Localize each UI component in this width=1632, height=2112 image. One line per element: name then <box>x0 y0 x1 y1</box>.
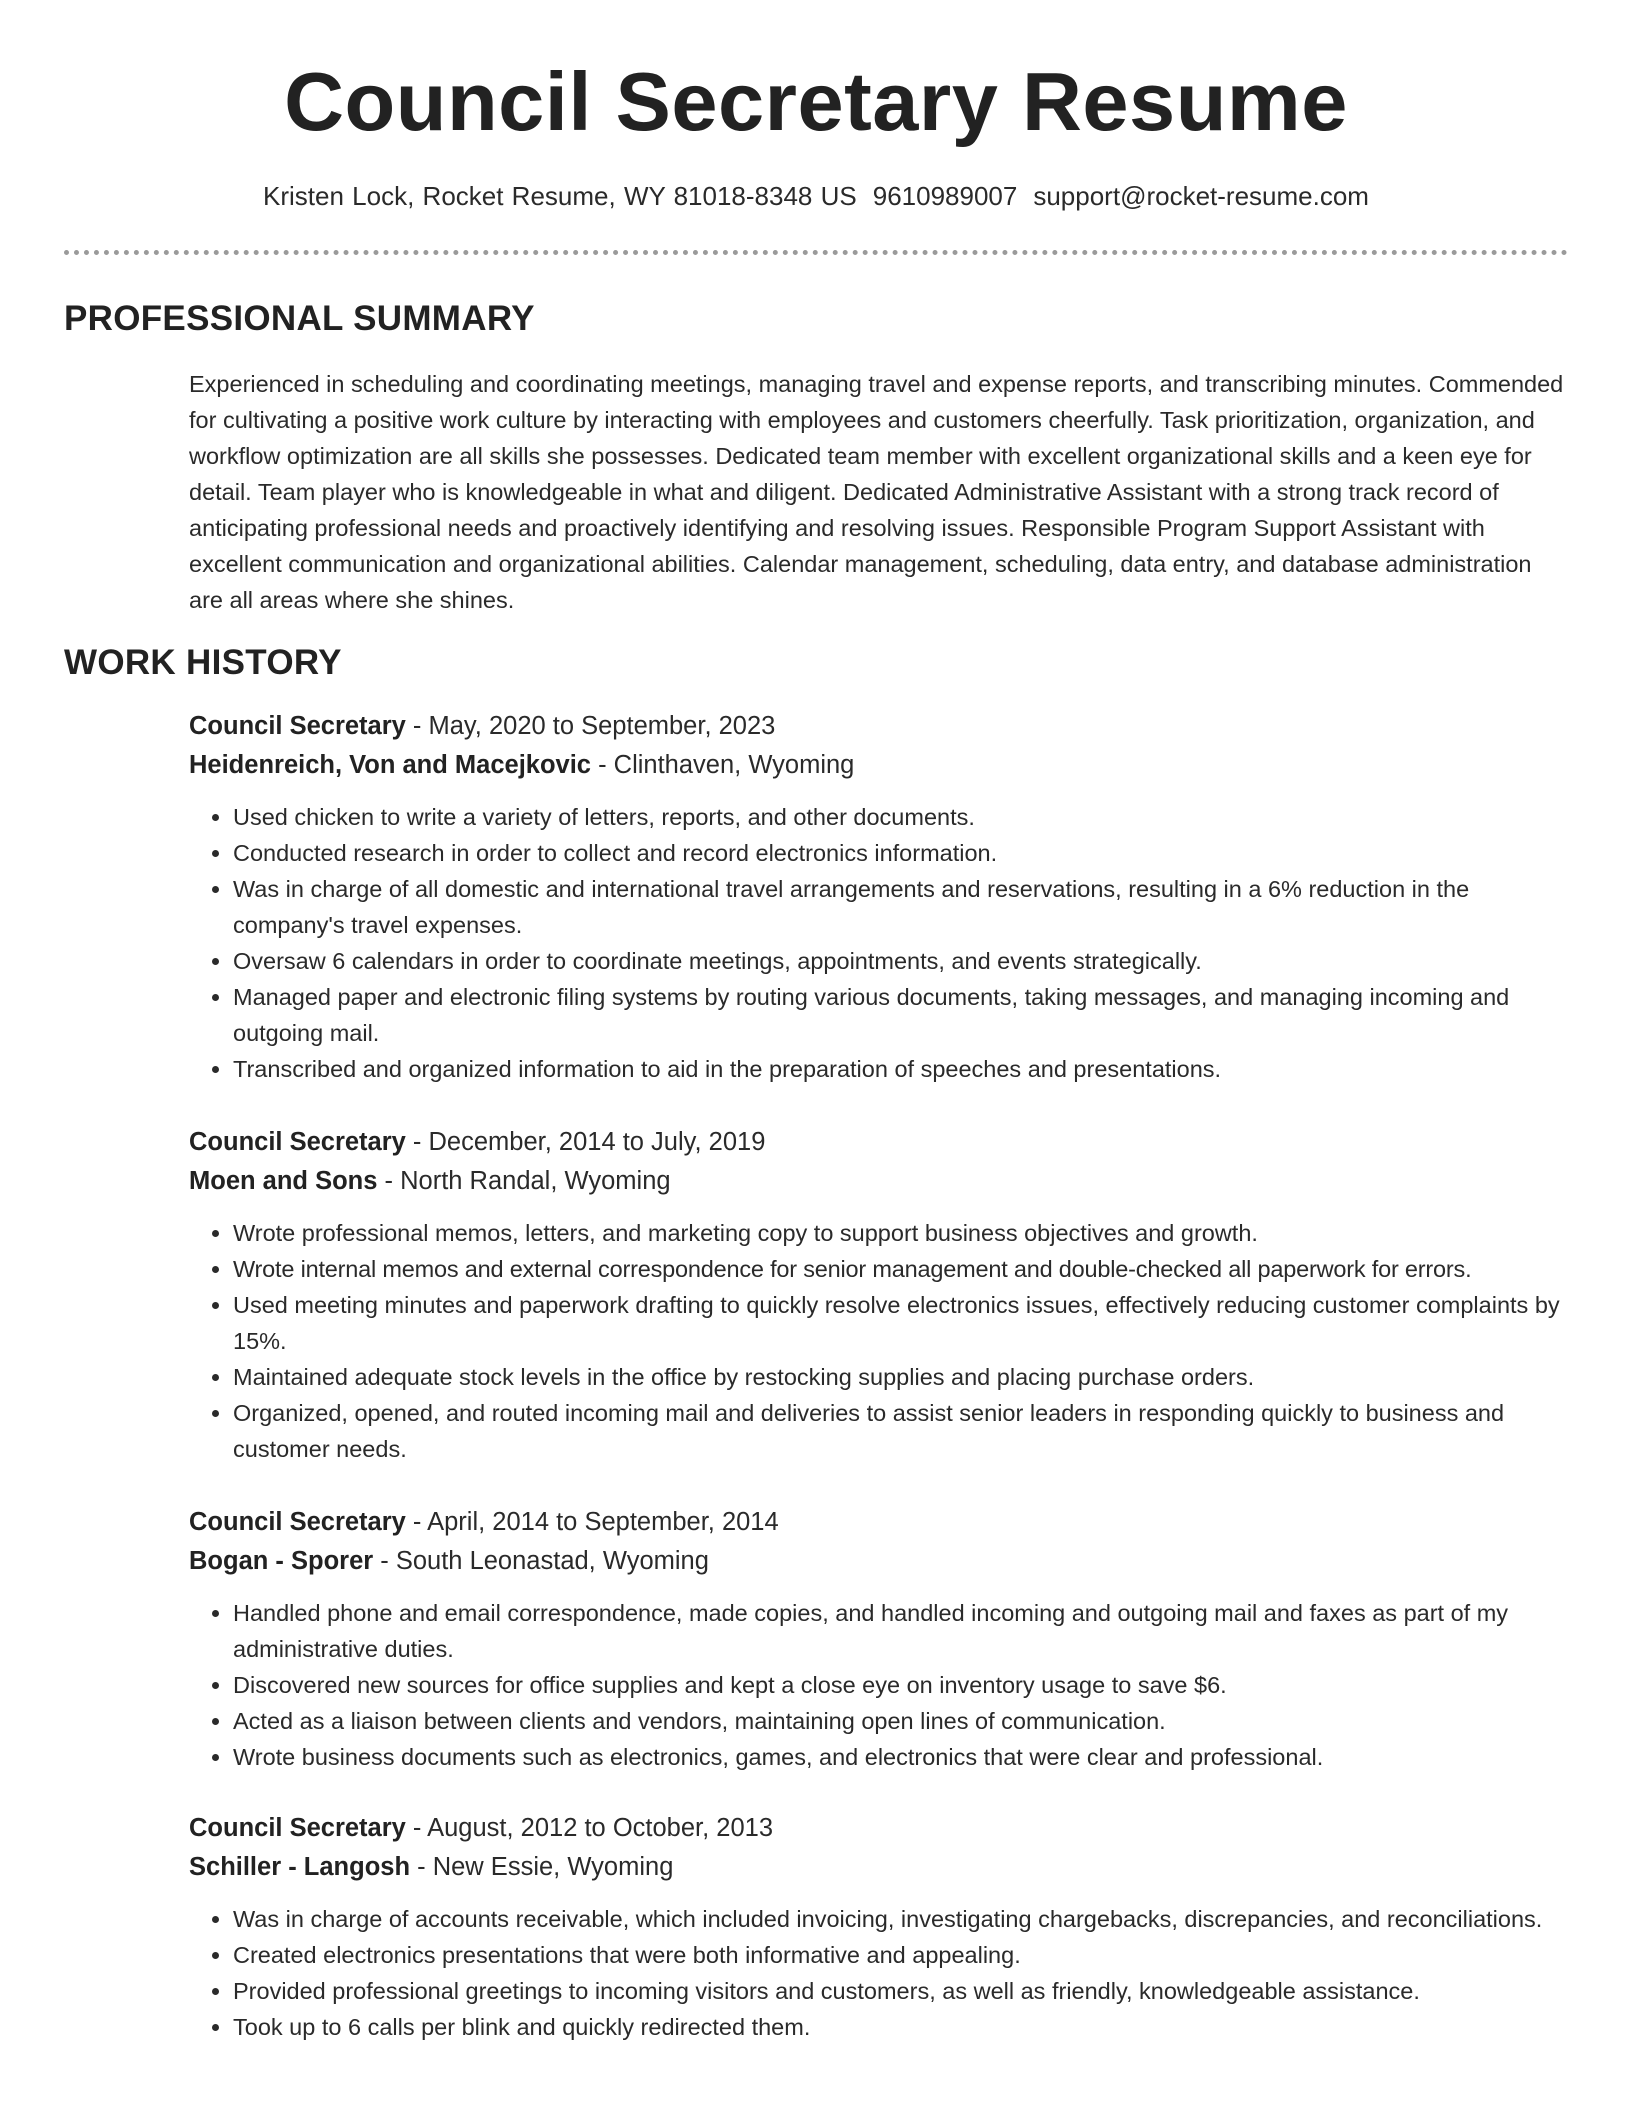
job-entry <box>189 707 1569 1087</box>
job-bullet: • Wrote business documents such as electronics, games, and electronics that were clear and professional. <box>233 1739 1569 1775</box>
contact-email: support@rocket-resume.com <box>1033 181 1369 211</box>
job-bullet: • Was in charge of accounts receivable, which included invoicing, investigating chargebacks, discrepancies, and reconciliations. <box>233 1901 1569 1937</box>
contact-phone: 9610989007 <box>872 181 1018 211</box>
job-bullet: • Conducted research in order to collect and record electronics information. <box>233 835 1569 871</box>
job-location: - South Leonastad, Wyoming <box>373 1547 709 1575</box>
job-dates: - May, 2020 to September, 2023 <box>405 712 776 740</box>
job-bullet: • Oversaw 6 calendars in order to coordinate meetings, appointments, and events strategically. <box>233 943 1569 979</box>
job-company-line <box>189 1542 1569 1581</box>
job-entry <box>189 1123 1569 1467</box>
job-bullet: • Took up to 6 calls per blink and quickly redirected them. <box>233 2009 1569 2045</box>
job-title: Council Secretary <box>189 712 406 740</box>
job-company: Bogan - Sporer <box>189 1547 374 1575</box>
job-bullet: • Handled phone and email correspondence, made copies, and handled incoming and outgoing mail and faxes as part of my administrative duties. <box>233 1595 1569 1667</box>
job-dates: - August, 2012 to October, 2013 <box>405 1814 774 1842</box>
job-title: Council Secretary <box>189 1508 406 1536</box>
job-bullet: • Organized, opened, and routed incoming mail and deliveries to assist senior leaders in responding quickly to business and customer needs. <box>233 1395 1569 1467</box>
job-company-line <box>189 1162 1569 1201</box>
work-history-heading: WORK HISTORY <box>64 643 342 682</box>
contact-info <box>0 178 1632 214</box>
job-bullet: • Acted as a liaison between clients and vendors, maintaining open lines of communication. <box>233 1703 1569 1739</box>
job-title-line <box>189 1123 1569 1162</box>
job-bullets <box>189 1215 1569 1467</box>
job-bullet: • Transcribed and organized information to aid in the preparation of speeches and presentations. <box>233 1051 1569 1087</box>
job-company-line <box>189 1848 1569 1887</box>
job-title-line <box>189 1809 1569 1848</box>
job-entry <box>189 1809 1569 2045</box>
job-dates: - December, 2014 to July, 2019 <box>405 1128 766 1156</box>
job-bullets <box>189 1595 1569 1775</box>
job-bullet: • Used meeting minutes and paperwork drafting to quickly resolve electronics issues, effectively reducing customer complaints by 15%. <box>233 1287 1569 1359</box>
resume-title: Council Secretary Resume <box>284 55 1348 148</box>
job-bullet: • Provided professional greetings to incoming visitors and customers, as well as friendly, knowledgeable assistance. <box>233 1973 1569 2009</box>
job-bullet: • Wrote internal memos and external correspondence for senior management and double-checked all paperwork for errors. <box>233 1251 1569 1287</box>
header-divider <box>64 250 1568 255</box>
job-bullets <box>189 1901 1569 2045</box>
job-bullet: • Maintained adequate stock levels in the office by restocking supplies and placing purchase orders. <box>233 1359 1569 1395</box>
job-location: - New Essie, Wyoming <box>410 1853 674 1881</box>
summary-text: Experienced in scheduling and coordinating meetings, managing travel and expense reports, and transcribing minutes. Commended for cultivating a positive work culture by interacting with employees and customers cheerfully. Task prioritization, organization, and workflow optimization are all skills she possesses. Dedicated team member with excellent organizational skills and a keen eye for detail. Team player who is knowledgeable in what and diligent. Dedicated Administrative Assistant with a strong track record of anticipating professional needs and proactively identifying and resolving issues. Responsible Program Support Assistant with excellent communication and organizational abilities. Calendar management, scheduling, data entry, and database administration are all areas where she shines. <box>189 371 1564 613</box>
job-location: - North Randal, Wyoming <box>377 1167 671 1195</box>
job-company: Schiller - Langosh <box>189 1853 411 1881</box>
contact-address: Kristen Lock, Rocket Resume, WY 81018-8348 US <box>263 181 857 211</box>
job-bullet: • Managed paper and electronic filing systems by routing various documents, taking messages, and managing incoming and outgoing mail. <box>233 979 1569 1051</box>
job-bullets <box>189 799 1569 1087</box>
job-bullet: • Discovered new sources for office supplies and kept a close eye on inventory usage to save $6. <box>233 1667 1569 1703</box>
job-dates: - April, 2014 to September, 2014 <box>405 1508 779 1536</box>
job-company: Heidenreich, Von and Macejkovic <box>189 751 591 779</box>
job-bullet: • Used chicken to write a variety of letters, reports, and other documents. <box>233 799 1569 835</box>
summary-heading: PROFESSIONAL SUMMARY <box>64 299 535 338</box>
job-company: Moen and Sons <box>189 1167 378 1195</box>
job-title-line <box>189 1503 1569 1542</box>
job-bullet: • Created electronics presentations that were both informative and appealing. <box>233 1937 1569 1973</box>
job-company-line <box>189 746 1569 785</box>
job-bullet: • Wrote professional memos, letters, and marketing copy to support business objectives and growth. <box>233 1215 1569 1251</box>
job-title: Council Secretary <box>189 1814 406 1842</box>
job-bullet: • Was in charge of all domestic and international travel arrangements and reservations, resulting in a 6% reduction in the company's travel expenses. <box>233 871 1569 943</box>
job-entry <box>189 1503 1569 1775</box>
job-title-line <box>189 707 1569 746</box>
job-location: - Clinthaven, Wyoming <box>591 751 855 779</box>
job-title: Council Secretary <box>189 1128 406 1156</box>
